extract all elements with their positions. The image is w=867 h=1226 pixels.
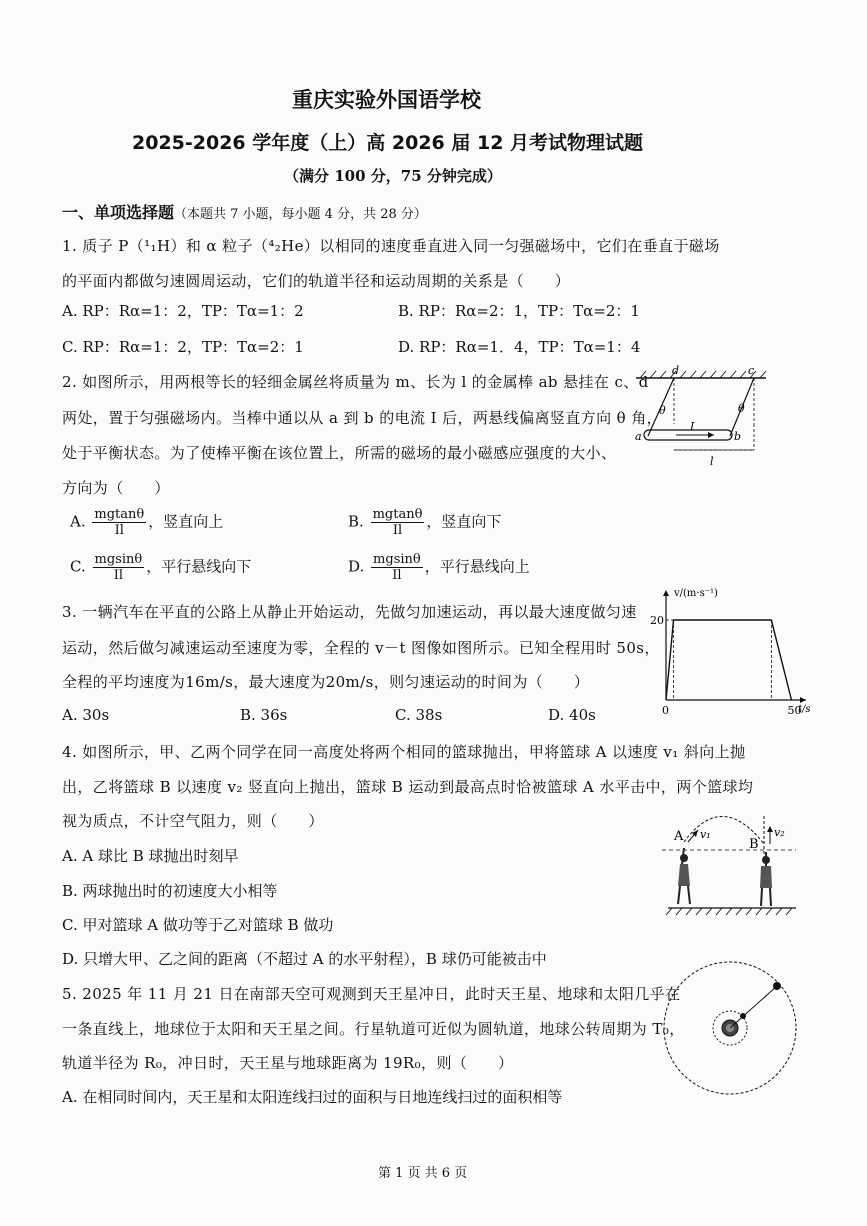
uranus-dot	[773, 982, 781, 990]
label-length: l	[710, 455, 714, 468]
q2-option-b	[348, 507, 501, 538]
option-label: C.	[70, 557, 86, 576]
q4-option-d: D. 只增大甲、乙之间的距离（不超过 A 的水平射程），B 球仍可能被击中	[62, 950, 547, 968]
label-b: b	[734, 430, 742, 443]
q4-line1: 4. 如图所示，甲、乙两个同学在同一高度处将两个相同的篮球抛出，甲将篮球 A 以速度 v₁ 斜向上抛	[62, 743, 746, 761]
q1-option-a: A. RP：Rα=1：2，TP：Tα=1：2	[62, 302, 304, 320]
label-v1: v₁	[700, 828, 711, 841]
person-jia	[678, 848, 690, 904]
q3-option-c: C. 38s	[395, 706, 443, 724]
label-d: d	[672, 364, 680, 377]
q4-option-c: C. 甲对篮球 A 做功等于乙对篮球 B 做功	[62, 916, 334, 934]
label-theta-left: θ	[659, 404, 666, 417]
label-a: a	[635, 430, 642, 443]
numerator: mgtanθ	[372, 507, 423, 522]
y-axis-arrow	[663, 590, 669, 596]
option-label: A.	[70, 512, 86, 531]
option-text: ，平行悬线向下	[146, 557, 252, 576]
fraction	[93, 552, 145, 583]
q2-line2: 两处，置于匀强磁场内。当棒中通以从 a 到 b 的电流 I 后，两悬线偏离竖直方向 θ 角，	[62, 409, 663, 427]
q5-line2: 一条直线上，地球位于太阳和天王星之间。行星轨道可近似为圆轨道，地球公转周期为 T₀，	[62, 1020, 685, 1038]
denominator: Il	[114, 523, 124, 538]
q4-line2: 出，乙将篮球 B 以速度 v₂ 竖直向上抛出，篮球 B 运动到最高点时恰被篮球 A 水平击中，两个篮球均	[62, 778, 754, 796]
section-heading: 一、单项选择题	[62, 203, 175, 222]
q2-option-d	[348, 552, 530, 583]
y-axis-label: v/(m·s⁻¹)	[674, 588, 718, 599]
q2-line1: 2. 如图所示，用两根等长的轻细金属丝将质量为 m、长为 l 的金属棒 ab 悬挂在 c、d	[62, 373, 649, 391]
x-tick-label: 50	[787, 704, 802, 717]
numerator: mgsinθ	[94, 552, 143, 567]
q1-line2: 的平面内都做匀速圆周运动，它们的轨道半径和运动周期的关系是（ ）	[62, 272, 571, 290]
v2-arrow-head	[767, 826, 773, 832]
q2-rod-figure	[634, 364, 774, 476]
q4-line3: 视为质点，不计空气阻力，则（ ）	[62, 812, 324, 830]
x-tick-label: 0	[662, 704, 669, 717]
q4-basketball-figure	[662, 808, 800, 920]
q5-orbit-figure	[660, 964, 810, 1094]
q5-line3: 轨道半径为 R₀，冲日时，天王星与地球距离为 19R₀，则（ ）	[62, 1054, 514, 1072]
q2-option-c	[70, 552, 251, 583]
q4-option-a: A. A 球比 B 球抛出时刻早	[62, 847, 239, 865]
q2-line3: 处于平衡状态。为了使棒平衡在该位置上，所需的磁场的最小磁感应强度的大小、	[62, 444, 617, 462]
x-axis-label: t/s	[798, 704, 811, 715]
exam-title: 2025-2026 学年度（上）高 2026 届 12 月考试物理试题	[132, 132, 644, 154]
q4-option-b: B. 两球抛出时的初速度大小相等	[62, 882, 278, 900]
page-footer: 第 1 页 共 6 页	[378, 1166, 468, 1181]
person-yi	[760, 852, 772, 906]
denominator: Il	[392, 523, 403, 538]
fraction	[92, 507, 146, 538]
score-time: （满分 100 分，75 分钟完成）	[284, 167, 502, 185]
numerator: mgsinθ	[373, 552, 421, 567]
label-theta-right: θ	[738, 402, 745, 415]
ground-hatch	[666, 908, 792, 915]
alignment-line	[730, 986, 777, 1028]
label-ball-a: A	[674, 829, 684, 844]
q1-line1: 1. 质子 P（¹₁H）和 α 粒子（⁴₂He）以相同的速度垂直进入同一匀强磁场中，它们在垂直于磁场	[62, 237, 720, 255]
q3-line1: 3. 一辆汽车在平直的公路上从静止开始运动，先做匀加速运动，再以最大速度做匀速	[62, 603, 637, 621]
section-note: （本题共 7 小题，每小题 4 分，共 28 分）	[174, 207, 427, 222]
q3-line3: 全程的平均速度为16m/s，最大速度为20m/s，则匀速运动的时间为（ ）	[62, 673, 590, 691]
section-title	[62, 200, 427, 223]
label-ball-b: B	[749, 837, 759, 852]
fraction	[371, 507, 425, 538]
numerator: mgtanθ	[94, 507, 145, 522]
q5-option-a: A. 在相同时间内，天王星和太阳连线扫过的面积与日地连线扫过的面积相等	[62, 1088, 563, 1106]
fraction	[371, 552, 423, 583]
q3-option-a: A. 30s	[62, 706, 110, 724]
q1-option-b: B. RP：Rα=2：1，TP：Tα=2：1	[398, 302, 640, 320]
vt-series-line	[666, 620, 791, 700]
option-text: ，竖直向下	[426, 512, 502, 531]
option-label: B.	[348, 512, 364, 531]
denominator: Il	[392, 568, 402, 583]
label-c: c	[748, 364, 755, 377]
q2-line4: 方向为（ ）	[62, 479, 170, 497]
option-text: ，竖直向上	[148, 512, 224, 531]
current-arrow-head	[708, 432, 714, 438]
q1-option-d: D. RP：Rα=1．4，TP：Tα=1：4	[398, 338, 641, 356]
option-text: ，平行悬线向上	[424, 557, 530, 576]
q3-option-d: D. 40s	[548, 706, 596, 724]
denominator: Il	[113, 568, 123, 583]
vt-chart	[648, 584, 818, 716]
label-current: I	[690, 420, 695, 433]
q1-option-c: C. RP：Rα=1：2，TP：Tα=2：1	[62, 338, 304, 356]
q5-line1: 5. 2025 年 11 月 21 日在南部天空可观测到天王星冲日，此时天王星、地球和太阳几乎在	[62, 985, 681, 1003]
q2-option-a	[70, 507, 223, 538]
option-label: D.	[348, 557, 365, 576]
q3-line2: 运动，然后做匀减速运动至速度为零，全程的 v－t 图像如图所示。已知全程用时 50s，	[62, 639, 660, 657]
y-tick-label: 20	[650, 614, 664, 627]
school-name: 重庆实验外国语学校	[292, 88, 481, 112]
q3-option-b: B. 36s	[240, 706, 288, 724]
earth-dot	[740, 1013, 746, 1019]
x-axis-arrow	[800, 697, 806, 703]
label-v2: v₂	[774, 826, 785, 839]
